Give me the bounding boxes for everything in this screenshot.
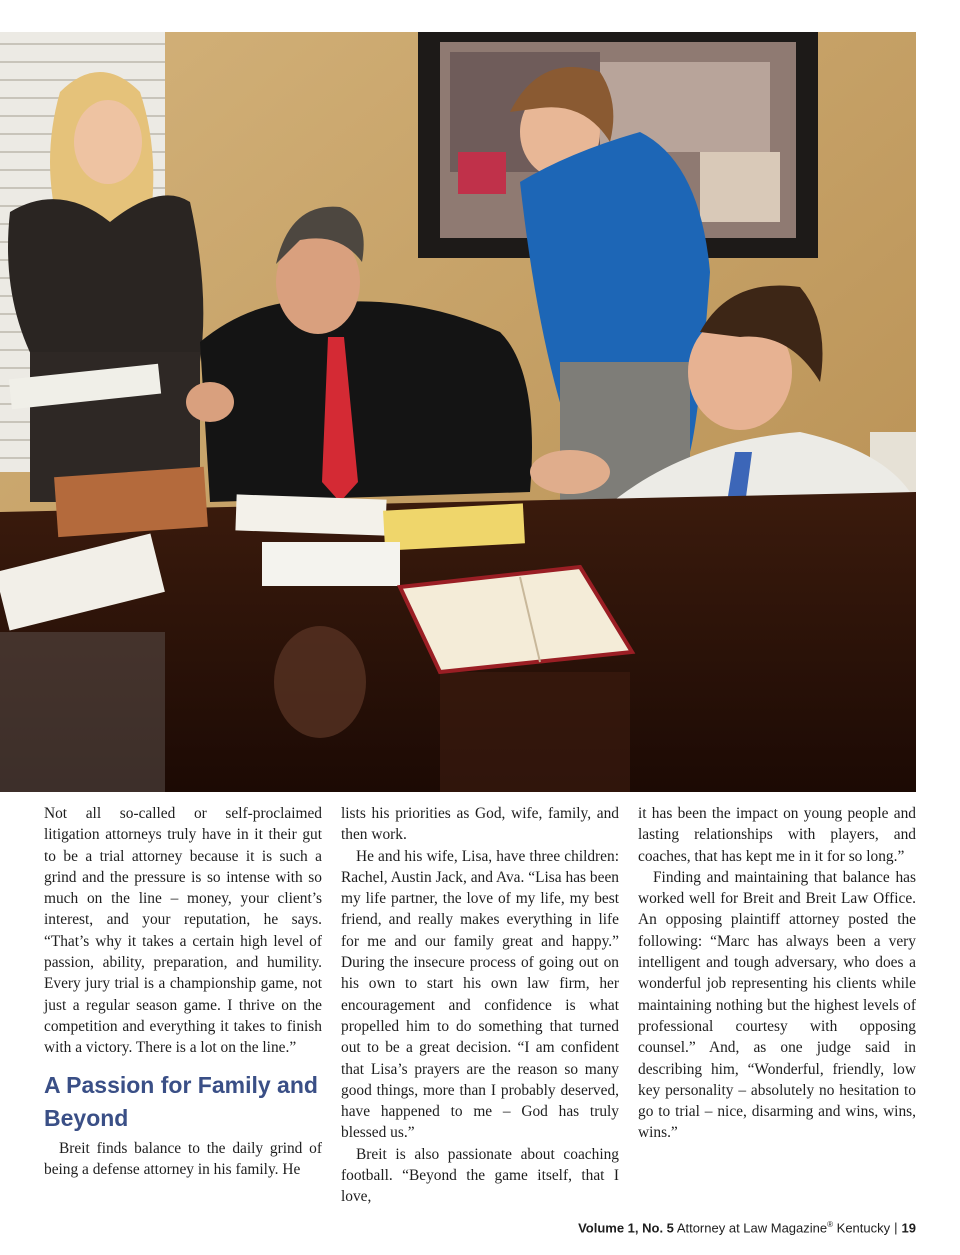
article-column-3 <box>638 803 916 1144</box>
paragraph: Breit is also passionate about coaching football. “Beyond the game itself, that I love, <box>341 1145 619 1206</box>
paragraph: Breit finds balance to the daily grind of being a defense attorney in his family. He <box>44 1139 322 1178</box>
article-column-2 <box>341 803 619 1208</box>
section-heading: A Passion for Family and Beyond <box>44 1071 318 1131</box>
magazine-state: Kentucky <box>836 1220 891 1236</box>
paragraph: He and his wife, Lisa, have three children: Rachel, Austin Jack, and Ava. “Lisa has been my life partner, the love of my life, my best friend, and really makes everything in life for me and our family great and happy.” During the insecure process of going out on his own to start his own law firm, her encouragement and confidence is what propelled him to do something that turned out to be a great decision. “I am confident that Lisa’s prayers are the reason so many good things, more than I probably deserved, have happened to me – God has truly blessed us.” <box>341 847 619 1142</box>
page-footer <box>578 1220 916 1235</box>
footer-divider: | <box>894 1220 898 1236</box>
article-column-1 <box>44 803 322 1180</box>
registered-mark: ® <box>827 1220 834 1229</box>
paragraph: it has been the impact on young people and lasting relationships with players, and coaches, that has kept me in it for so long.” <box>638 805 916 865</box>
issue-volume: Volume 1, No. 5 <box>578 1220 674 1236</box>
page-number: 19 <box>901 1220 916 1236</box>
paragraph: lists his priorities as God, wife, family, and then work. <box>341 805 619 844</box>
magazine-name: Attorney at Law Magazine <box>676 1220 828 1236</box>
paragraph: Finding and maintaining that balance has worked well for Breit and Breit Law Office. An opposing plaintiff attorney posted the following: “Marc has always been a very intelligent and tough adversary, who does a wonderful job representing his clients while maintaining nothing but the highest levels of professional courtesy with opposing counsel.” And, as one judge said in describing him, “Wonderful, friendly, low key personality – absolutely no hesitation to go to trial – nice, disarming and wins, wins, wins.” <box>638 868 916 1142</box>
paragraph: Not all so-called or self-proclaimed litigation attorneys truly have in it their gut to be a trial attorney because it is such a grind and the pressure is so intense with so much on the line – money, your client’s interest, and your reputation, he says. “That’s why it takes a certain high level of passion, ability, preparation, and humility. Every jury trial is a championship game, not just a regular season game. I thrive on the competition and everything it takes to finish with a victory. There is a lot on the line.” <box>44 805 322 1057</box>
office-meeting-photo <box>0 32 916 792</box>
